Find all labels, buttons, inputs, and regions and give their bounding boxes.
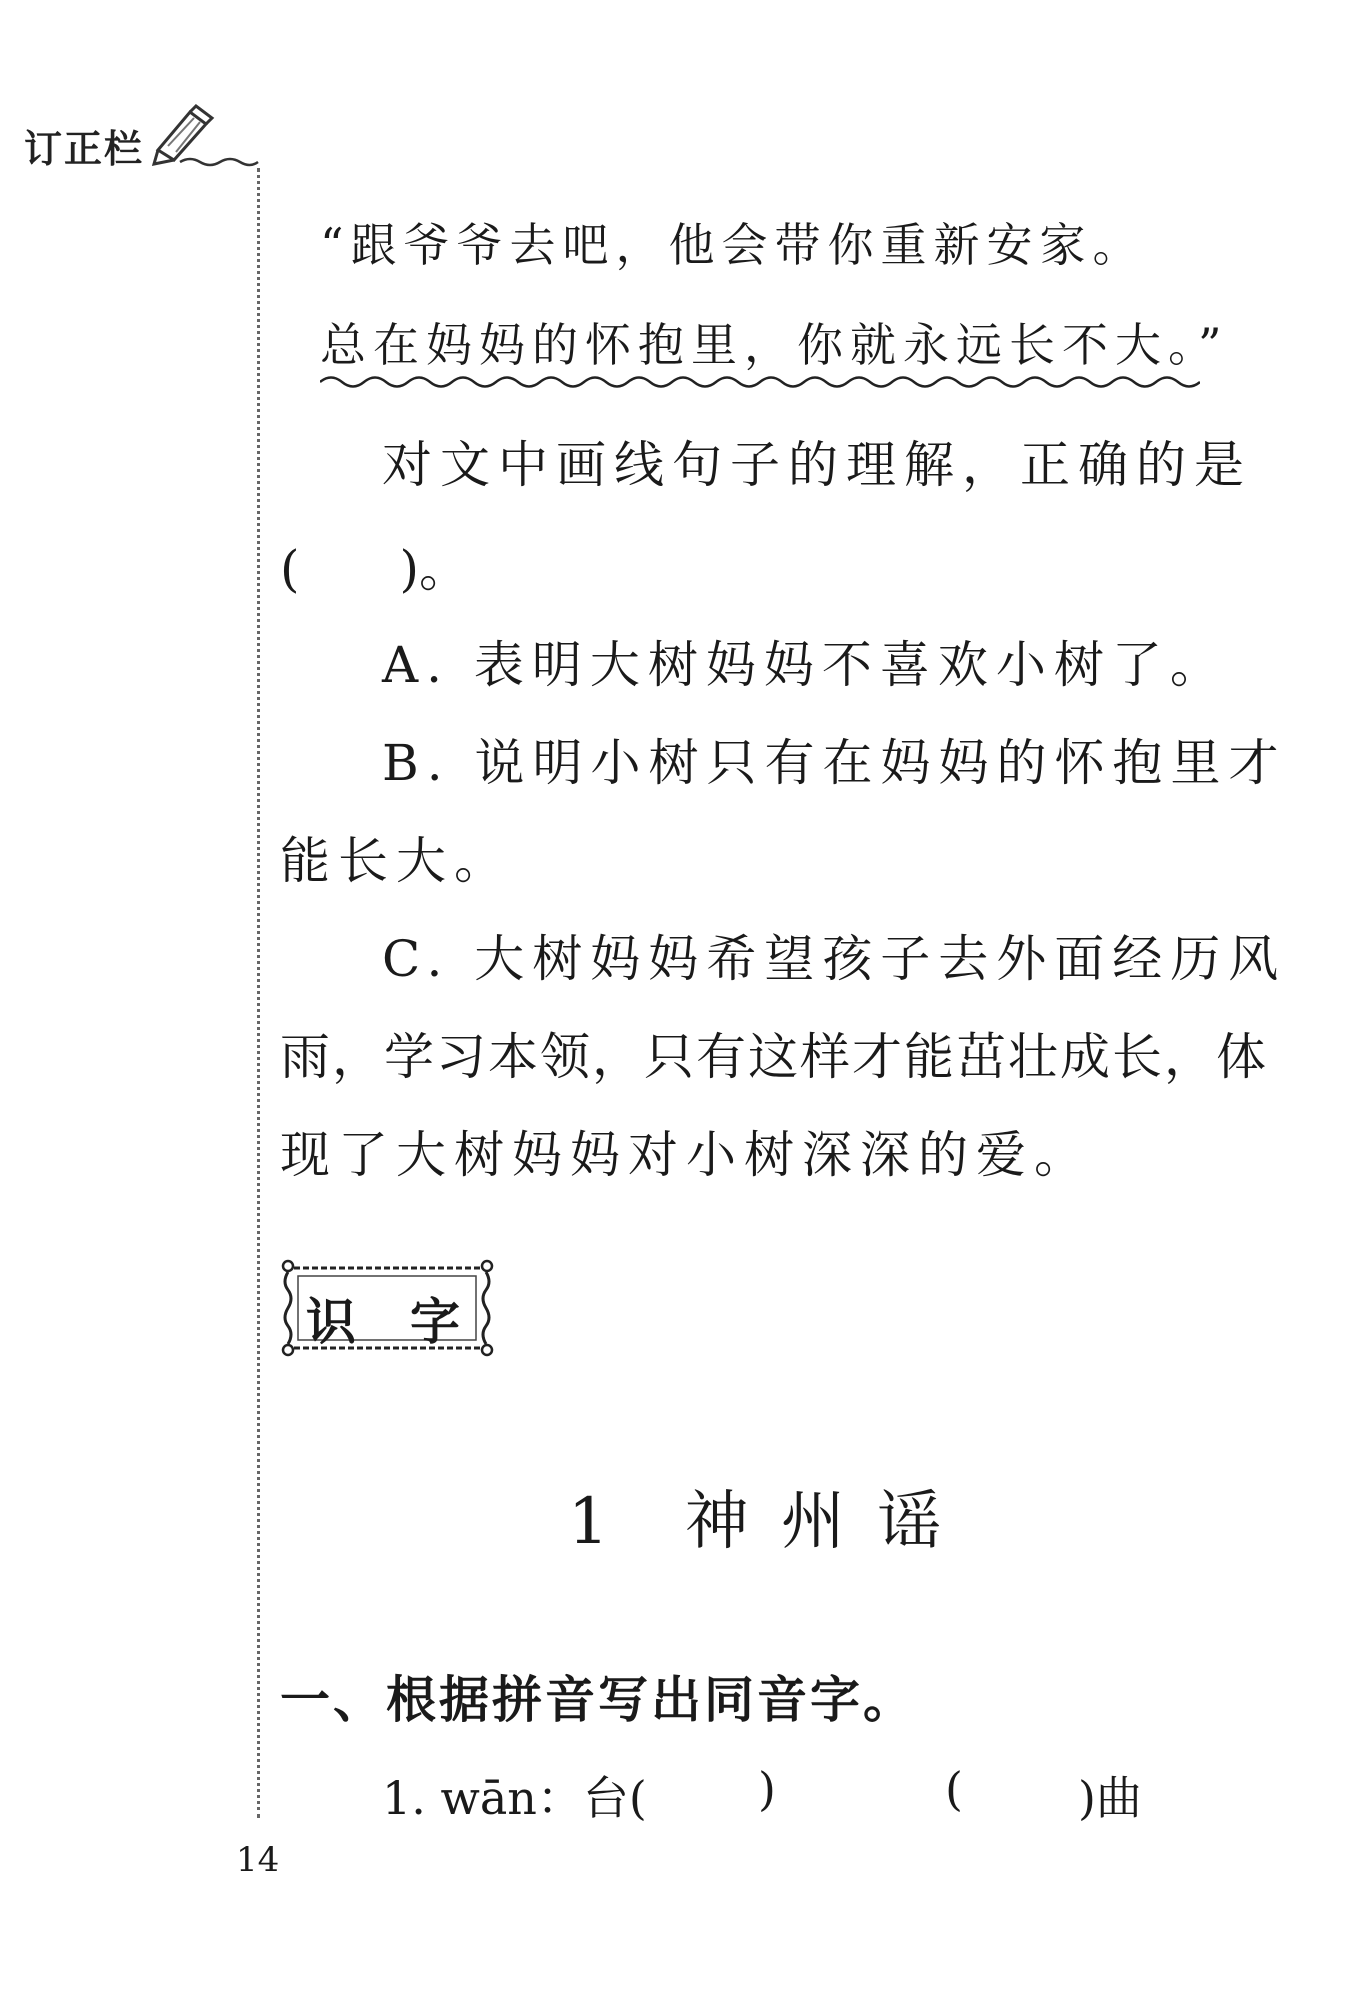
pencil-icon [150, 98, 260, 168]
option-b-line-2: 能长大。 [280, 832, 512, 890]
option-c-line-1: C. 大树妈妈希望孩子去外面经历风 [382, 930, 1287, 988]
poem-line-2-underlined: 总在妈妈的怀抱里，你就永远长不大。” [320, 318, 1229, 372]
question-answer-blank: ( )。 [280, 540, 470, 598]
option-b-line-1: B. 说明小树只有在妈妈的怀抱里才 [382, 734, 1287, 792]
wavy-underline [320, 372, 1200, 392]
exercise-item-1-prefix: 1. wān：台( [382, 1771, 647, 1825]
option-c-line-2: 雨，学习本领，只有这样才能茁壮成长，体 [280, 1028, 1268, 1086]
exercise-item-1-suffix: )曲 [1078, 1771, 1142, 1825]
option-a: A. 表明大树妈妈不喜欢小树了。 [382, 636, 1228, 694]
question-prompt-line-1: 对文中画线句子的理解，正确的是 [382, 436, 1252, 494]
margin-dotted-divider [257, 168, 260, 1818]
page-number: 14 [236, 1840, 280, 1880]
exercise-item-1-close-paren: ) [758, 1762, 776, 1816]
option-c-line-3: 现了大树妈妈对小树深深的爱。 [280, 1126, 1092, 1184]
correction-column-label: 订正栏 [24, 127, 145, 171]
section-heading-literacy: 识字 [306, 1293, 514, 1351]
poem-line-1: “跟爷爷去吧，他会带你重新安家。 [320, 218, 1146, 272]
exercise-item-1-open-paren: ( [945, 1762, 963, 1816]
lesson-title: 1 神 州 谣 [568, 1485, 948, 1559]
exercise-title: 一、根据拼音写出同音字。 [280, 1671, 916, 1729]
